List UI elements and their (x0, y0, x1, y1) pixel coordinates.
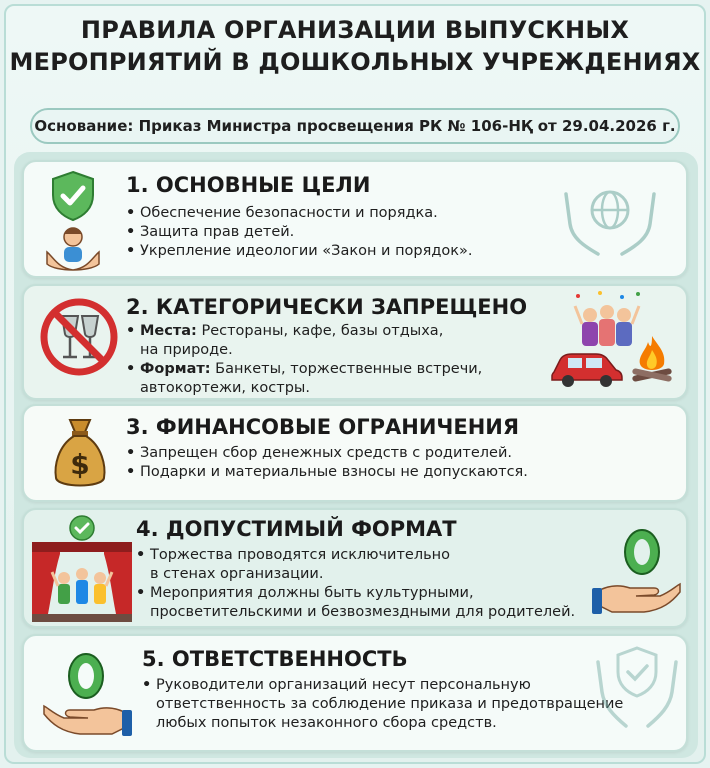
money-bag-icon (52, 414, 108, 494)
item-text: Торжества проводятся исключительно (150, 547, 450, 563)
list-item (140, 676, 670, 733)
section-2-heading: 2. КАТЕГОРИЧЕСКИ ЗАПРЕЩЕНО (126, 295, 528, 319)
section-financial (22, 404, 688, 502)
item-text-cont: в стенах организации. (150, 566, 324, 582)
section-4-heading: 4. ДОПУСТИМЫЙ ФОРМАТ (136, 517, 457, 541)
section-responsibility (22, 634, 688, 752)
section-allowed-format (22, 508, 688, 628)
section-2-list (124, 322, 564, 398)
campfire-icon (628, 334, 676, 386)
format-text-cont: автокортежи, костры. (140, 380, 310, 396)
globe-in-hands-icon (560, 184, 660, 260)
list-item (134, 584, 634, 622)
theater-stage-children-icon (30, 514, 134, 624)
format-label: Формат: (140, 361, 211, 377)
title-line-1: ПРАВИЛА ОРГАНИЗАЦИИ ВЫПУСКНЫХ (80, 16, 630, 44)
child-in-hands-icon (44, 224, 102, 274)
places-text-cont: на природе. (140, 342, 233, 358)
shield-check-icon (50, 170, 96, 222)
list-item: • Укрепление идеологии «Закон и порядок». (124, 242, 554, 261)
section-5-list (140, 676, 670, 733)
page-title (0, 14, 710, 78)
item-text-cont: просветительскими и безвозмездными для родителей. (150, 604, 576, 620)
section-prohibited (22, 284, 688, 400)
places-text: Рестораны, кафе, базы отдыха, (196, 323, 444, 339)
section-3-list (124, 444, 664, 482)
section-1-heading: 1. ОСНОВНЫЕ ЦЕЛИ (126, 173, 371, 197)
list-item (124, 322, 564, 360)
section-1-list (124, 204, 554, 261)
basis-banner: Основание: Приказ Министра просвещения РК № 106-НҚ от 29.04.2026 г. (30, 108, 680, 144)
prohibited-glasses-icon (38, 296, 120, 378)
list-item: • Защита прав детей. (124, 223, 554, 242)
list-item (134, 546, 634, 584)
list-item: • Подарки и материальные взносы не допускаются. (124, 463, 664, 482)
list-item: • Обеспечение безопасности и порядка. (124, 204, 554, 223)
item-text-cont-1: ответственность за соблюдение приказа и предотвращение (156, 696, 624, 712)
car-icon (550, 348, 624, 388)
list-item: • Запрещен сбор денежных средств с родителей. (124, 444, 664, 463)
section-4-list (134, 546, 634, 622)
format-text: Банкеты, торжественные встречи, (210, 361, 483, 377)
section-3-heading: 3. ФИНАНСОВЫЕ ОГРАНИЧЕНИЯ (126, 415, 520, 439)
section-goals (22, 160, 688, 278)
item-text-cont-2: любых попыток незаконного сбора средств. (156, 715, 497, 731)
item-text: Мероприятия должны быть культурными, (150, 585, 474, 601)
places-label: Места: (140, 323, 197, 339)
section-5-heading: 5. ОТВЕТСТВЕННОСТЬ (142, 647, 408, 671)
svg-text:$: $ (70, 448, 90, 481)
zero-on-hand-icon (42, 648, 132, 740)
item-text: Руководители организаций несут персональную (156, 677, 531, 693)
zero-on-hand-icon (592, 528, 684, 618)
list-item (124, 360, 564, 398)
shield-in-hands-icon (594, 642, 680, 732)
title-line-2: МЕРОПРИЯТИЙ В ДОШКОЛЬНЫХ УЧРЕЖДЕНИЯХ (9, 48, 701, 76)
